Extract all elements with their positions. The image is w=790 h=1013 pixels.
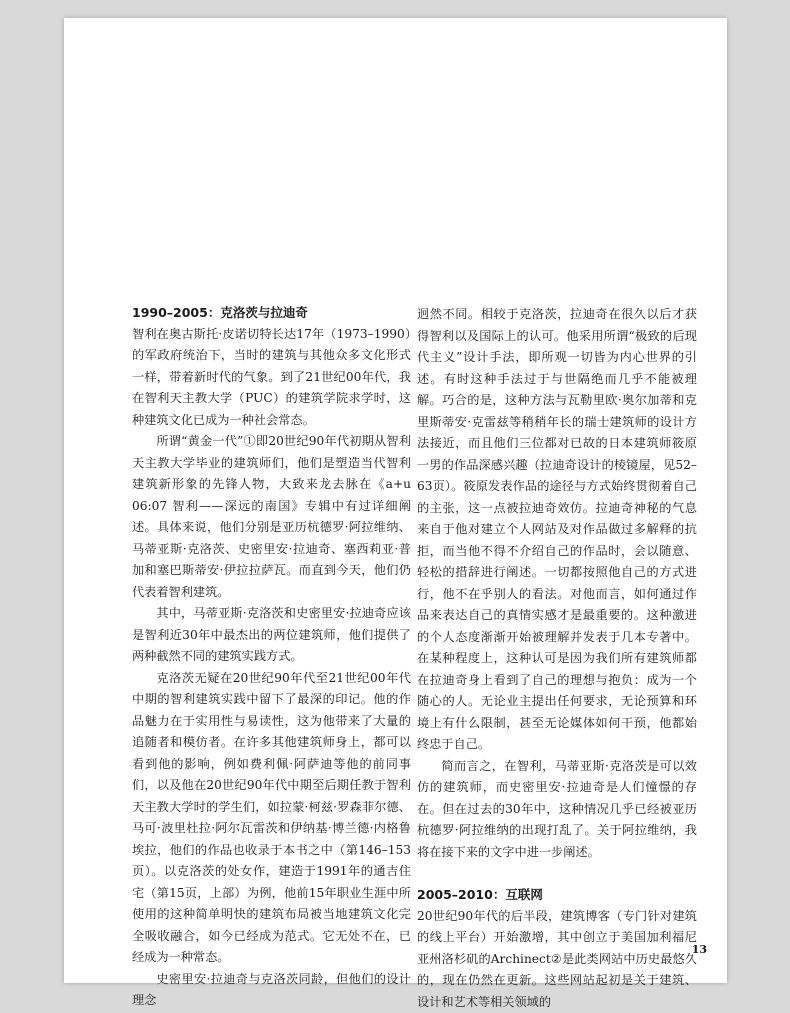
body-paragraph: 其中，马蒂亚斯·克洛茨和史密里安·拉迪奇应该是智利近30年中最杰出的两位建筑师，他们提供了两种截然不同的建筑实践方式。 <box>132 603 411 668</box>
body-paragraph: 史密里安·拉迪奇与克洛茨同龄，但他们的设计理念 <box>132 969 411 1012</box>
body-paragraph: 克洛茨无疑在20世纪90年代至21世纪00年代中期的智利建筑实践中留下了最深的印记。他的作品魅力在于实用性与易读性，这为他带来了大量的追随者和模仿者。在许多其他建筑师身上，都可以看到他的影响，例如费利佩·阿萨迪等他的前同事们，以及他在20世纪90年代中期至后期任教于智利天主教大学时的学生们，如拉蒙·柯兹·罗森菲尔德、马可·波里杜拉·阿尔瓦雷茨和伊纳基·博兰德·内格鲁埃拉，他们的作品也收录于本书之中（第146–153页）。以克洛茨的处女作，建造于1991年的通吉住宅（第15页，上部）为例，他前15年职业生涯中所使用的这种简单明快的建筑布局被当地建筑文化完全吸收融合，如今已经成为范式。它无处不在，已经成为一种常态。 <box>132 668 411 969</box>
body-paragraph: 迥然不同。相较于克洛茨，拉迪奇在很久以后才获得智利以及国际上的认可。他采用所谓“极致的后现代主义”设计手法，即所观一切皆为内心世界的引述。有时这种手法过于与世隔绝而几乎不能被理解。巧合的是，这种方法与瓦勒里欧·奥尔加蒂和克里斯蒂安·克雷兹等稍稍年长的瑞士建筑师的设计方法接近，而且他们三位都对已故的日本建筑师筱原一男的作品深感兴趣（拉迪奇设计的棱镜屋，见52–63页）。筱原发表作品的途径与方式始终贯彻着自己的主张，这一点被拉迪奇效仿。拉迪奇神秘的气息来自于他对建立个人网站及对作品做过多解释的抗拒，而当他不得不介绍自己的作品时，会以随意、轻松的措辞进行阐述。一切都按照他自己的方式进行，他不在乎别人的看法。对他而言，如何通过作品来表达自己的真情实感才是最重要的。这种激进的个人态度渐渐开始被理解并发表于几本专著中。在某种程度上，这种认可是因为我们所有建筑师都在拉迪奇身上看到了自己的理想与抱负：成为一个随心的人。无论业主提出任何要求，无论预算和环境上有什么限制，甚至无论媒体如何干预，他都始终忠于自己。 <box>417 304 697 756</box>
body-paragraph: 所谓“黄金一代”①即20世纪90年代初期从智利天主教大学毕业的建筑师们，他们是塑造当代智利建筑新形象的先锋人物，大致来龙去脉在《a+u 06:07 智利——深远的南国》专辑中有过详细阐述。具体来说，他们分别是亚历杭德罗·阿拉维纳、马蒂亚斯·克洛茨、史密里安·拉迪奇、塞西莉亚·普加和塞巴斯蒂安·伊拉拉萨瓦。而直到今天，他们仍代表着智利建筑。 <box>132 431 411 603</box>
book-page <box>64 18 727 983</box>
body-paragraph: 20世纪90年代的后半段，建筑博客（专门针对建筑的线上平台）开始激增，其中创立于美国加利福尼亚州洛杉矶的Archinect②是此类网站中历史最悠久的，现在仍然在更新。这些网站起初是关于建筑、设计和艺术等相关领域的 <box>417 906 697 1013</box>
section-heading-2005-2010: 2005–2010：互联网 <box>417 884 697 906</box>
body-paragraph: 简而言之，在智利，马蒂亚斯·克洛茨是可以效仿的建筑师，而史密里安·拉迪奇是人们憧憬的存在。但在过去的30年中，这种情况几乎已经被亚历杭德罗·阿拉维纳的出现打乱了。关于阿拉维纳，我将在接下来的文字中进一步阐述。 <box>417 756 697 864</box>
section-heading-1990-2005: 1990–2005：克洛茨与拉迪奇 <box>132 302 411 324</box>
left-column <box>132 304 411 1012</box>
body-paragraph: 智利在奥古斯托·皮诺切特长达17年（1973–1990）的军政府统治下，当时的建筑与其他众多文化形式一样，带着新时代的气象。到了21世纪00年代，我在智利天主教大学（PUC）的建筑学院求学时，这种建筑文化已成为一种社会常态。 <box>132 324 411 432</box>
page-number: 13 <box>692 943 707 956</box>
right-column <box>417 304 697 1013</box>
